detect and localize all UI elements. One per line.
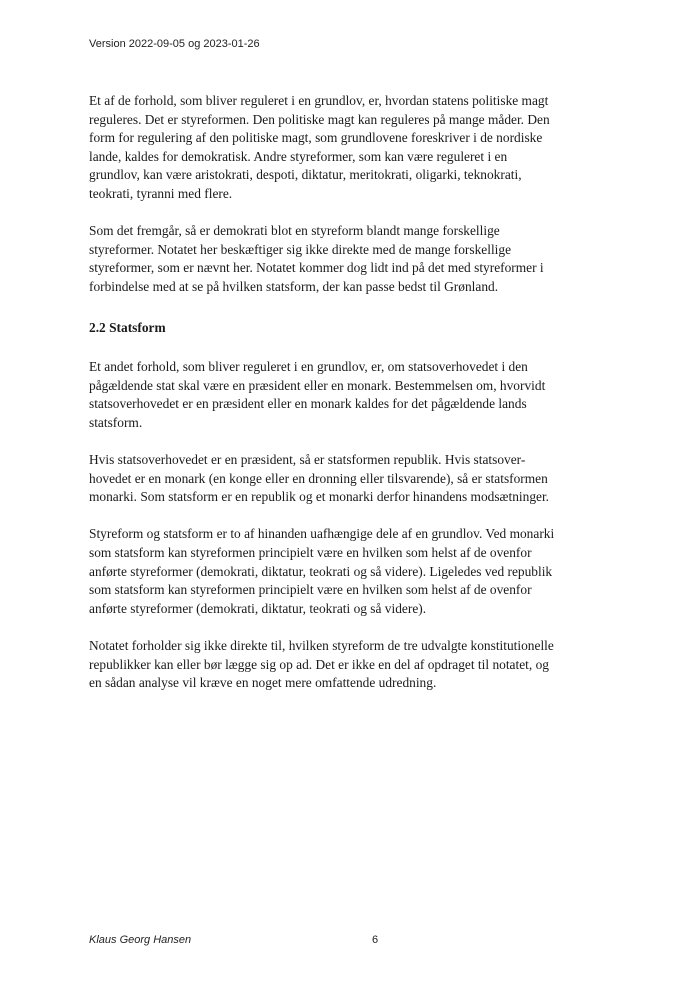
paragraph-demokrati xyxy=(89,222,609,296)
text-line: form for regulering af den politiske magt, som grundlovene foreskriver i de nordiske xyxy=(89,130,543,146)
text-line: Notatet forholder sig ikke direkte til, hvilken styreform de tre udvalgte konstitutionelle xyxy=(89,638,554,654)
text-line: hovedet er en monark (en konge eller en dronning eller tilsvarende), så er statsformen xyxy=(89,470,548,486)
text-line: som statsform kan styreformen principielt være en hvilken som helst af de ovenfor xyxy=(89,545,532,561)
text-line: Hvis statsoverhovedet er en præsident, så er statsformen republik. Hvis statsover- xyxy=(89,452,526,468)
text-line: styreformer. Notatet her beskæftiger sig ikke direkte med de mange forskellige xyxy=(89,241,512,257)
paragraph-statsform-intro xyxy=(89,358,609,432)
text-line: anførte styreformer (demokrati, diktatur, teokrati og så videre). Ligeledes ved republik xyxy=(89,563,553,579)
paragraph-uafhaengige-dele xyxy=(89,525,609,618)
text-line: Styreform og statsform er to af hinanden uafhængige dele af en grundlov. Ved monarki xyxy=(89,526,555,542)
text-line: anførte styreformer (demokrati, diktatur, teokrati og så videre). xyxy=(89,600,427,616)
section-heading-statsform: 2.2 Statsform xyxy=(89,319,166,335)
text-line: grundlov, kan være aristokrati, despoti, diktatur, meritokrati, oligarki, teknokrati, xyxy=(89,167,522,183)
document-body xyxy=(89,92,609,711)
page-number: 6 xyxy=(372,934,379,946)
text-line: monarki. Som statsform er en republik og et monarki derfor hinandens modsætninger. xyxy=(89,489,550,505)
text-line: Et af de forhold, som bliver reguleret i en grundlov, er, hvordan statens politiske magt xyxy=(89,93,549,108)
text-line: statsform. xyxy=(89,414,143,430)
text-line: statsoverhovedet er en præsident eller en monark kaldes for det pågældende lands xyxy=(89,396,527,412)
footer-author: Klaus Georg Hansen xyxy=(89,934,192,946)
text-line: teokrati, tyranni med flere. xyxy=(89,185,233,201)
text-line: reguleres. Det er styreformen. Den politiske magt kan reguleres på mange måder. Den xyxy=(89,111,550,127)
text-line: Et andet forhold, som bliver reguleret i en grundlov, er, om statsoverhovedet i den xyxy=(89,359,528,375)
text-line: Som det fremgår, så er demokrati blot en styreform blandt mange forskellige xyxy=(89,223,500,239)
text-line: republikker kan eller bør lægge sig op ad. Det er ikke en del af opdraget til notatet, og xyxy=(89,656,549,672)
text-line: lande, kaldes for demokratisk. Andre styreformer, som kan være reguleret i en xyxy=(89,148,508,164)
text-line: pågældende stat skal være en præsident eller en monark. Bestemmelsen om, hvorvidt xyxy=(89,377,546,393)
text-line: forbindelse med at se på hvilken statsform, der kan passe bedst til Grønland. xyxy=(89,278,499,294)
paragraph-notatet xyxy=(89,637,609,693)
paragraph-styreform-intro xyxy=(89,92,609,204)
text-line: som statsform kan styreformen principielt være en hvilken som helst af de ovenfor xyxy=(89,582,532,598)
version-header: Version 2022-09-05 og 2023-01-26 xyxy=(89,38,260,50)
paragraph-republik-monarki xyxy=(89,451,609,507)
text-line: styreformer, som er nævnt her. Notatet kommer dog lidt ind på det med styreformer i xyxy=(89,260,544,276)
text-line: en sådan analyse vil kræve en noget mere omfattende udredning. xyxy=(89,675,437,691)
